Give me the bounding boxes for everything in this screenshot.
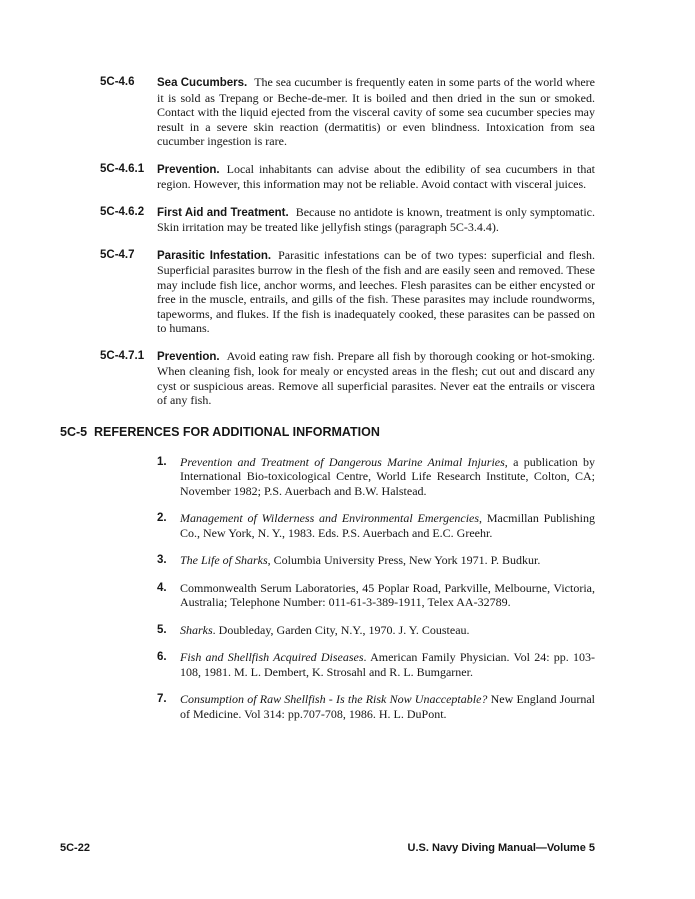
reference-text [180,692,595,721]
section-number: 5C-4.6 [100,76,135,88]
section-body: Because no antidote is known, treatment is only symptomatic. Skin irritation may be treated like jellyfish stings (paragraph 5C-3.4.4). [157,204,595,234]
reference-number: 2. [157,512,167,524]
reference-item-7 [157,692,595,721]
reference-number: 3. [157,554,167,566]
section-body: Avoid eating raw fish. Prepare all fish by thorough cooking or hot-smoking. When cleaning fish, look for mealy or encysted areas in the flesh; cut out and discard any cyst or suspicious areas. Remove all superficial parasites. Never eat the entrails or viscera of any fish. [157,348,595,407]
reference-item-5 [157,623,595,638]
reference-text [180,511,595,540]
reference-rest: , Columbia University Press, New York 1971. P. Budkur. [267,553,541,567]
section-title: Prevention. [157,163,220,176]
section-number: 5C-4.7 [100,248,135,261]
section-5c-4-6 [100,75,595,149]
section-body: Parasitic infestations can be of two types: superficial and flesh. Superficial parasites burrow in the flesh of the fish and are easily seen and removed. These may include fish lice, anchor worms, and leeches. Flesh parasites can be either encysted or free in the muscle, entrails, and gills of the fish. These parasites may include roundworms, tapeworms, and flukes. If the fish is inadequately cooked, these parasites can be passed on to humans. [157,247,595,335]
reference-title: Consumption of Raw Shellfish - Is the Risk Now Unacceptable? [180,692,488,706]
section-title: Sea Cucumbers. [157,77,248,89]
section-paragraph [157,162,595,192]
section-5c-4-7 [100,248,595,336]
section-paragraph [157,349,595,408]
reference-number: 1. [157,455,167,468]
reference-title: Management of Wilderness and Environmental Emergencies [180,511,480,525]
reference-rest: , Macmillan Publishing Co., New York, N. Y., 1983. Eds. P.S. Auerbach and E.C. Greehr. [180,511,595,540]
reference-text [180,581,595,610]
section-number: 5C-4.7.1 [100,349,145,362]
page-number: 5C-22 [60,842,90,854]
section-body: The sea cucumber is frequently eaten in some parts of the world where it is sold as Trepang or Beche-de-mer. It is boiled and then dried in the sun or smoked. Contact with the liquid ejected from the visceral cavity of some sea cucumber species may result in a severe skin reaction (dermatitis) or even blindness. Intoxication from sea cucumber ingestion is rare. [157,75,595,148]
section-5c-4-6-1 [100,162,595,192]
references-heading-title: REFERENCES FOR ADDITIONAL INFORMATION [94,424,380,439]
section-title: Prevention. [157,350,220,363]
reference-number: 6. [157,651,167,663]
section-body: Local inhabitants can advise about the edibility of sea cucumbers in that region. However, this information may not be reliable. Avoid contact with visceral juices. [157,161,595,191]
references-heading [60,425,595,440]
reference-rest: . American Family Physician. Vol 24: pp. 103-108, 1981. M. L. Dembert, K. Strosahl and R. L. Bumgarner. [180,650,595,679]
reference-rest: New England Journal of Medicine. Vol 314: pp.707-708, 1986. H. L. DuPont. [180,692,595,721]
reference-number: 7. [157,693,167,705]
section-number: 5C-4.6.1 [100,162,145,175]
reference-title: Sharks [180,622,213,637]
reference-item-3 [157,553,595,568]
page-footer [60,842,595,854]
reference-item-6 [157,650,595,679]
section-number: 5C-4.6.2 [100,205,145,218]
reference-item-1 [157,455,595,499]
reference-title: Prevention and Treatment of Dangerous Marine Animal Injuries [180,454,505,469]
reference-text [180,553,595,568]
reference-rest: . Doubleday, Garden City, N.Y., 1970. J. Y. Cousteau. [212,622,470,637]
section-paragraph [157,248,595,336]
reference-number: 5. [157,623,167,636]
reference-rest: Commonwealth Serum Laboratories, 45 Poplar Road, Parkville, Melbourne, Victoria, Australia; Telephone Number: 011-61-3-389-1911, Telex AA-32789. [180,580,595,609]
reference-number: 4. [157,581,167,594]
reference-text [180,623,595,638]
section-title: Parasitic Infestation. [157,249,272,262]
section-title: First Aid and Treatment. [157,206,289,219]
references-heading-number: 5C-5 [60,424,88,439]
section-5c-4-6-2 [100,205,595,235]
reference-text [180,455,595,499]
reference-title: Fish and Shellfish Acquired Diseases [180,650,364,664]
reference-item-2 [157,511,595,540]
reference-item-4 [157,581,595,610]
section-paragraph [157,75,595,149]
section-5c-4-7-1 [100,349,595,408]
manual-title: U.S. Navy Diving Manual—Volume 5 [407,842,595,854]
reference-text [180,650,595,679]
reference-title: The Life of Sharks [180,553,268,567]
reference-rest: , a publication by International Bio-toxicological Centre, World Life Research Institute, Colton, CA; November 1982; P.S. Auerbach and B.W. Halstead. [180,454,595,498]
section-paragraph [157,205,595,235]
